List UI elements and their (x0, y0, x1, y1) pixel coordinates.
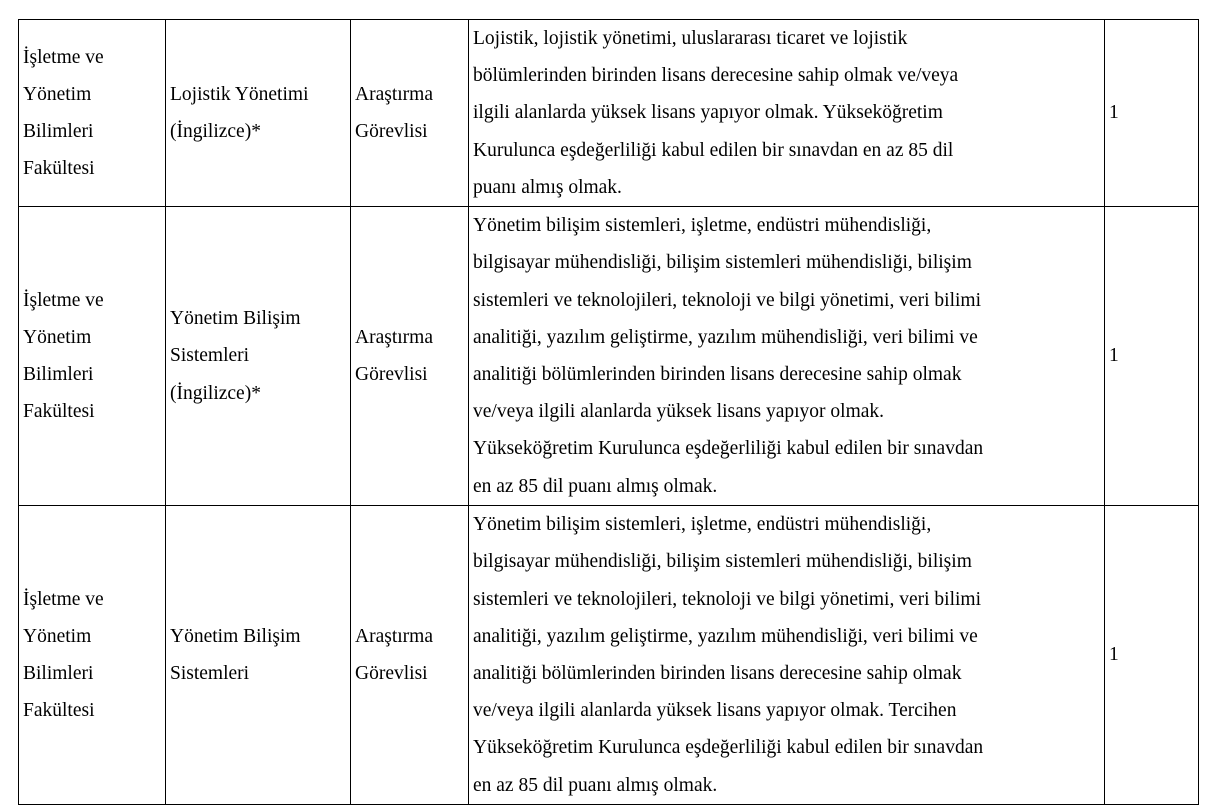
requirements-text: Yönetim bilişim sistemleri, işletme, endüstri mühendisliği, bilgisayar mühendisliği, bilişim sistemleri mühendisliği, bilişim sistemleri ve teknolojileri, teknoloji ve bilgi yönetimi, veri bilimi analitiği, yazılım geliştirme, yazılım mühendisliği, veri bilimi ve analitiği bölümlerinden birinden lisans derecesine sahip olmak ve/veya ilgili alanlarda yüksek lisans yapıyor olmak. Yükseköğretim Kurulunca eşdeğerliliği kabul edilen bir sınavdan en az 85 dil puanı almış olmak. (473, 215, 984, 497)
title-text: Araştırma Görevlisi (355, 83, 433, 142)
program-text: Lojistik Yönetimi (İngilizce)* (170, 83, 309, 142)
table-row (19, 20, 1199, 207)
count-text: 1 (1109, 644, 1119, 666)
count-text: 1 (1109, 345, 1119, 367)
program-text: Yönetim Bilişim Sistemleri (İngilizce)* (170, 308, 301, 404)
title-cell (351, 506, 469, 805)
faculty-text: İşletme ve Yönetim Bilimleri Fakültesi (23, 46, 104, 180)
title-cell (351, 207, 469, 506)
table-row (19, 207, 1199, 506)
count-cell (1105, 207, 1199, 506)
faculty-cell (19, 20, 166, 207)
count-text: 1 (1109, 102, 1119, 124)
requirements-cell (469, 20, 1105, 207)
requirements-text: Lojistik, lojistik yönetimi, uluslararası ticaret ve lojistik bölümlerinden birinden lisans derecesine sahip olmak ve/veya ilgili alanlarda yüksek lisans yapıyor olmak. Yükseköğretim Kurulunca eşdeğerliliği kabul edilen bir sınavdan en az 85 dil puanı almış olmak. (473, 28, 959, 198)
table-row (19, 506, 1199, 805)
requirements-text: Yönetim bilişim sistemleri, işletme, endüstri mühendisliği, bilgisayar mühendisliği, bilişim sistemleri mühendisliği, bilişim sistemleri ve teknolojileri, teknoloji ve bilgi yönetimi, veri bilimi analitiği, yazılım geliştirme, yazılım mühendisliği, veri bilimi ve analitiği bölümlerinden birinden lisans derecesine sahip olmak ve/veya ilgili alanlarda yüksek lisans yapıyor olmak. Tercihen Yükseköğretim Kurulunca eşdeğerliliği kabul edilen bir sınavdan en az 85 dil puanı almış olmak. (473, 514, 984, 796)
faculty-text: İşletme ve Yönetim Bilimleri Fakültesi (23, 588, 104, 722)
count-cell (1105, 20, 1199, 207)
title-cell (351, 20, 469, 207)
requirements-cell (469, 506, 1105, 805)
program-cell (166, 506, 351, 805)
program-cell (166, 20, 351, 207)
program-text: Yönetim Bilişim Sistemleri (170, 625, 301, 685)
title-text: Araştırma Görevlisi (355, 326, 433, 386)
faculty-cell (19, 506, 166, 805)
requirements-cell (469, 207, 1105, 506)
count-cell (1105, 506, 1199, 805)
faculty-cell (19, 207, 166, 506)
title-text: Araştırma Görevlisi (355, 625, 433, 685)
program-cell (166, 207, 351, 506)
faculty-text: İşletme ve Yönetim Bilimleri Fakültesi (23, 289, 104, 423)
positions-table (18, 19, 1199, 805)
